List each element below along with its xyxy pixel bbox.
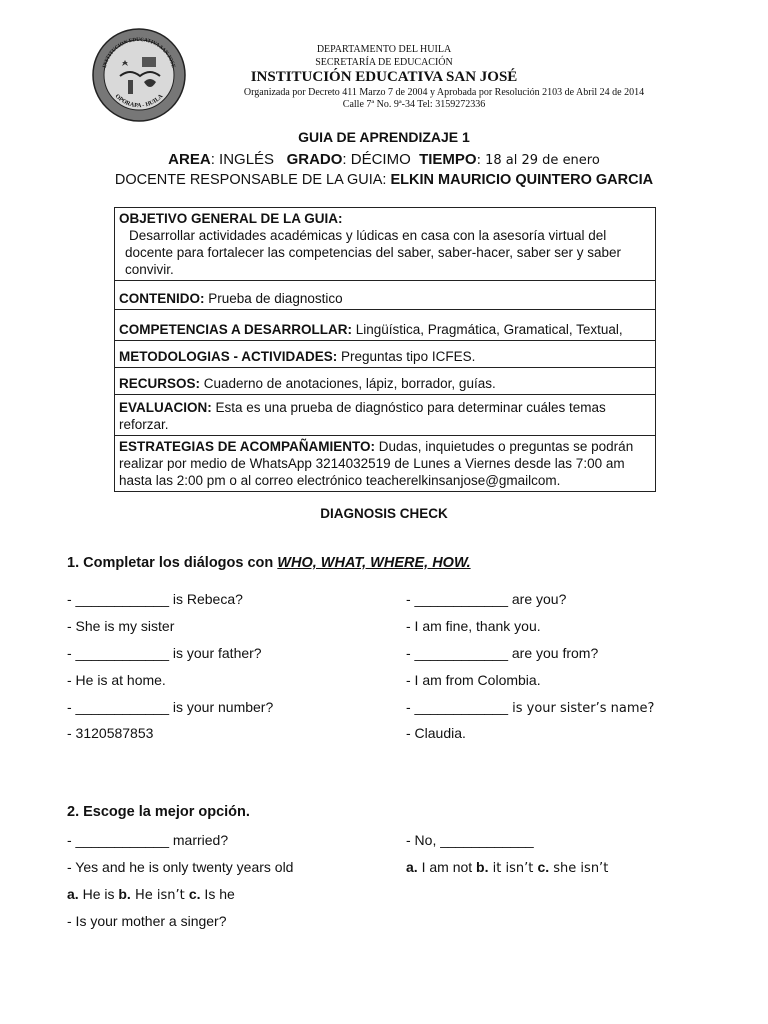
q2-left-options (67, 886, 235, 903)
content-cell (115, 281, 656, 310)
competences-label: COMPETENCIAS A DESARROLLAR: (119, 322, 353, 337)
teacher-line (0, 172, 768, 188)
q1-right-line-3: - ____________ are you from? (406, 645, 599, 661)
time-label: TIEMPO (419, 151, 477, 168)
q1-right-line-6: - Claudia. (406, 725, 466, 741)
q2-left-option-c: Is he (200, 886, 235, 902)
q1-left-line-5: - ____________ is your number? (67, 699, 274, 715)
q2-right-option-b: it isn’t (488, 861, 538, 876)
guide-meta (0, 151, 768, 168)
decree-line: Organizada por Decreto 411 Marzo 7 de 2004 y Aprobada por Resolución 2103 de Abril 24 de 2014 (243, 87, 645, 98)
q1-left-line-4: - He is at home. (67, 672, 166, 688)
svg-text:OPORAPA - HUILA: OPORAPA - HUILA (113, 93, 165, 110)
methods-cell (115, 341, 656, 368)
q1-left-line-3: - ____________ is your father? (67, 645, 262, 661)
question-1-words: WHO, WHAT, WHERE, HOW (277, 555, 467, 571)
q1-left-line-6: - 3120587853 (67, 725, 154, 741)
area-value: : INGLÉS (210, 151, 275, 168)
svg-text:INSTITUCION EDUCATIVA SAN JOSE: INSTITUCION EDUCATIVA SAN JOSE (101, 36, 177, 69)
grade-label: GRADO (286, 151, 343, 168)
content-text: Prueba de diagnostico (204, 291, 343, 306)
q1-left-line-1: - ____________ is Rebeca? (67, 591, 243, 607)
q2-right-line-1: - No, ____________ (406, 832, 534, 848)
q2-left-option-c-label: c. (188, 886, 201, 902)
q1-left-line-2: - She is my sister (67, 618, 175, 634)
q1-right-line-5 (406, 699, 654, 716)
q2-right-option-a: I am not (417, 859, 477, 875)
question-2-text: . Escoge la mejor opción. (75, 804, 250, 820)
q2-left-option-b-label: b. (118, 886, 131, 902)
q2-left-option-a-label: a. (67, 886, 79, 902)
q2-left-line-2: - Yes and he is only twenty years old (67, 859, 294, 875)
time-value: : 18 al 29 de enero (476, 153, 600, 168)
question-1-title (67, 555, 471, 571)
institution-name: INSTITUCIÓN EDUCATIVA SAN JOSÉ (250, 69, 518, 85)
strategies-text: Dudas, inquietudes o preguntas se podrán realizar por medio de WhatsApp 3214032519 de Lunes a Viernes desde las 7:00 am hasta las 2:00 pm o al correo electrónico teacherelkinsanjose@gmailcom. (119, 439, 634, 488)
strategies-label: ESTRATEGIAS DE ACOMPAÑAMIENTO: (119, 439, 376, 454)
area-label: AREA (168, 151, 211, 168)
evaluation-label: EVALUACION: (119, 400, 212, 415)
evaluation-text: Esta es una prueba de diagnóstico para determinar cuáles temas reforzar. (119, 400, 606, 432)
q1-right-line-4: - I am from Colombia. (406, 672, 541, 688)
question-2-title (67, 804, 250, 820)
resources-label: RECURSOS: (119, 376, 201, 391)
grade-value: : DÉCIMO (342, 151, 411, 168)
teacher-name: ELKIN MAURICIO QUINTERO GARCIA (390, 172, 654, 188)
general-objective-label: OBJETIVO GENERAL DE LA GUIA: (119, 211, 343, 226)
strategies-cell (115, 436, 656, 492)
guide-title: GUIA DE APRENDIZAJE 1 (298, 129, 470, 145)
methods-label: METODOLOGIAS - ACTIVIDADES: (119, 349, 338, 364)
general-objective-text: Desarrollar actividades académicas y lúdicas en casa con la asesoría virtual del docente para fortalecer las competencias del saber, saber-hacer, saber ser y saber convivir. (125, 228, 622, 277)
address-line: Calle 7ª No. 9ª-34 Tel: 3159272336 (342, 99, 486, 110)
q2-right-options (406, 859, 608, 876)
teacher-label: DOCENTE RESPONSABLE DE LA GUIA: (114, 172, 391, 188)
resources-text: Cuaderno de anotaciones, lápiz, borrador, guías. (200, 376, 496, 391)
q2-left-line-1: - ____________ married? (67, 832, 229, 848)
q2-right-option-c-label: c. (537, 859, 550, 875)
question-1-prefix: 1. Completar los diálogos con (67, 555, 278, 571)
q2-left-option-b: He isn’t (130, 888, 189, 903)
resources-cell (115, 368, 656, 395)
q2-right-option-b-label: b. (476, 859, 489, 875)
q1-right-line-2: - I am fine, thank you. (406, 618, 541, 634)
competences-text: Lingüística, Pragmática, Gramatical, Textual, (352, 322, 623, 337)
q2-right-option-c: she isn’t (549, 861, 609, 876)
q1-right-line-5-text: is your sister’s name? (508, 701, 655, 716)
diagnosis-title: DIAGNOSIS CHECK (320, 506, 448, 521)
question-1-suffix: . (466, 555, 471, 571)
evaluation-cell (115, 395, 656, 436)
q1-right-line-1: - ____________ are you? (406, 591, 567, 607)
department-line: DEPARTAMENTO DEL HUILA (316, 44, 452, 55)
q1-right-line-5-blank: - ____________ (406, 699, 508, 715)
question-2-number: 2 (67, 804, 76, 820)
q2-right-option-a-label: a. (406, 859, 418, 875)
objectives-table (114, 207, 656, 492)
general-objective-cell (115, 208, 656, 281)
q2-left-option-a: He is (78, 886, 119, 902)
secretary-line: SECRETARÍA DE EDUCACIÓN (315, 57, 453, 68)
methods-text: Preguntas tipo ICFES. (337, 349, 476, 364)
competences-cell (115, 310, 656, 341)
q2-left-line-4: - Is your mother a singer? (67, 913, 227, 929)
content-label: CONTENIDO: (119, 291, 205, 306)
